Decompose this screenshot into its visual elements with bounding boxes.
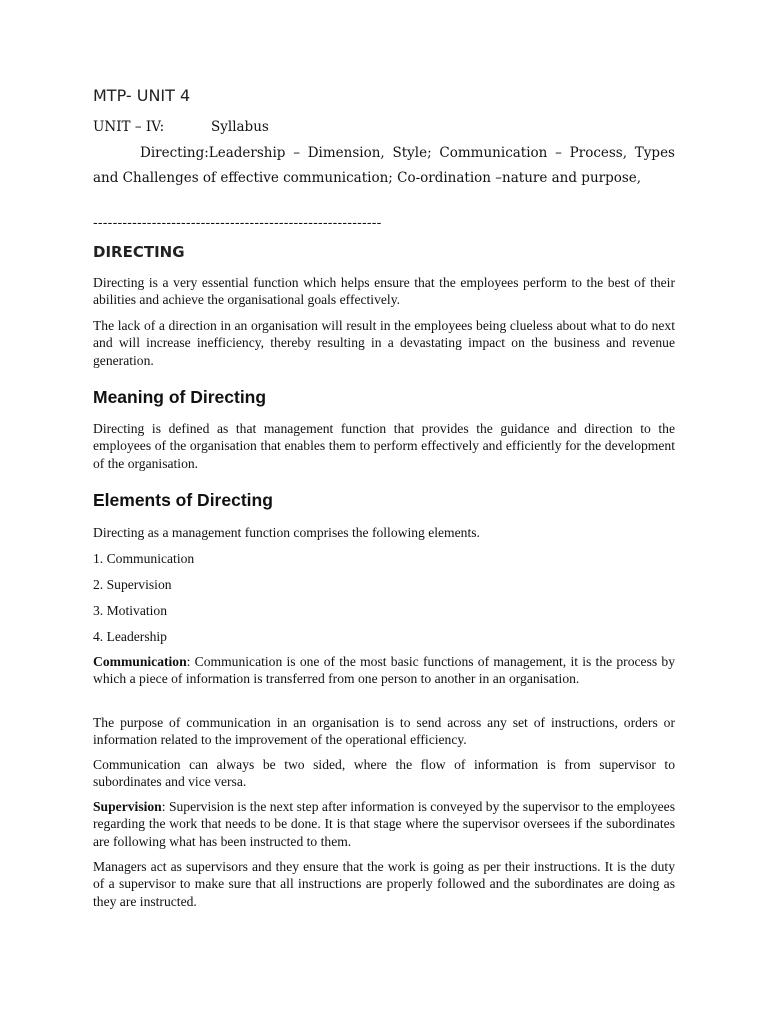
- communication-paragraph-3: Communication can always be two sided, where the flow of information is from supervisor to subordinates and vice versa.: [93, 757, 675, 790]
- list-item: 3. Motivation: [93, 603, 168, 618]
- meaning-paragraph: Directing is defined as that management function that provides the guidance and direction to the employees of the organisation that enables them to perform effectively and efficiently for the development of the organisation.: [93, 421, 675, 471]
- communication-term: Communication: [93, 654, 187, 669]
- list-item: 1. Communication: [93, 551, 195, 566]
- supervision-term: Supervision: [93, 799, 162, 814]
- communication-paragraph: [93, 653, 675, 688]
- list-item: 2. Supervision: [93, 577, 172, 592]
- supervision-paragraph-2: Managers act as supervisors and they ensure that the work is going as per their instructions. It is the duty of a supervisor to make sure that all instructions are properly followed and the subordinates are doing as they are instructed.: [93, 859, 675, 909]
- directing-paragraph-2: The lack of a direction in an organisation will result in the employees being clueless about what to do next and will increase inefficiency, thereby resulting in a devastating impact on the business and revenue generation.: [93, 318, 675, 368]
- meaning-heading: Meaning of Directing: [93, 387, 267, 407]
- directing-heading: DIRECTING: [93, 243, 185, 261]
- communication-definition: : Communication is one of the most basic functions of management, it is the process by which a piece of information is transferred from one person to another in an organisation.: [93, 654, 675, 687]
- syllabus-text: Directing:Leadership – Dimension, Style; Communication – Process, Types and Challenges of effective communication; Co-ordination –nature and purpose,: [93, 145, 675, 186]
- unit-label: UNIT – IV:: [93, 119, 165, 135]
- syllabus-heading: Syllabus: [211, 119, 269, 135]
- divider: -----------------------------------------------------------: [93, 216, 382, 231]
- directing-paragraph-1: Directing is a very essential function which helps ensure that the employees perform to the best of their abilities and achieve the organisational goals effectively.: [93, 275, 675, 308]
- page-title: MTP- UNIT 4: [93, 86, 191, 105]
- communication-paragraph-2: The purpose of communication in an organisation is to send across any set of instructions, orders or information related to the improvement of the operational efficiency.: [93, 715, 675, 748]
- list-item: 4. Leadership: [93, 629, 167, 644]
- supervision-paragraph: [93, 798, 675, 850]
- elements-heading: Elements of Directing: [93, 490, 273, 510]
- elements-intro: Directing as a management function comprises the following elements.: [93, 525, 480, 540]
- supervision-definition: : Supervision is the next step after information is conveyed by the supervisor to the employees regarding the work that needs to be done. It is that stage where the supervisor oversees if the subordinates are following what has been instructed to them.: [93, 799, 675, 849]
- syllabus-header: [93, 119, 675, 135]
